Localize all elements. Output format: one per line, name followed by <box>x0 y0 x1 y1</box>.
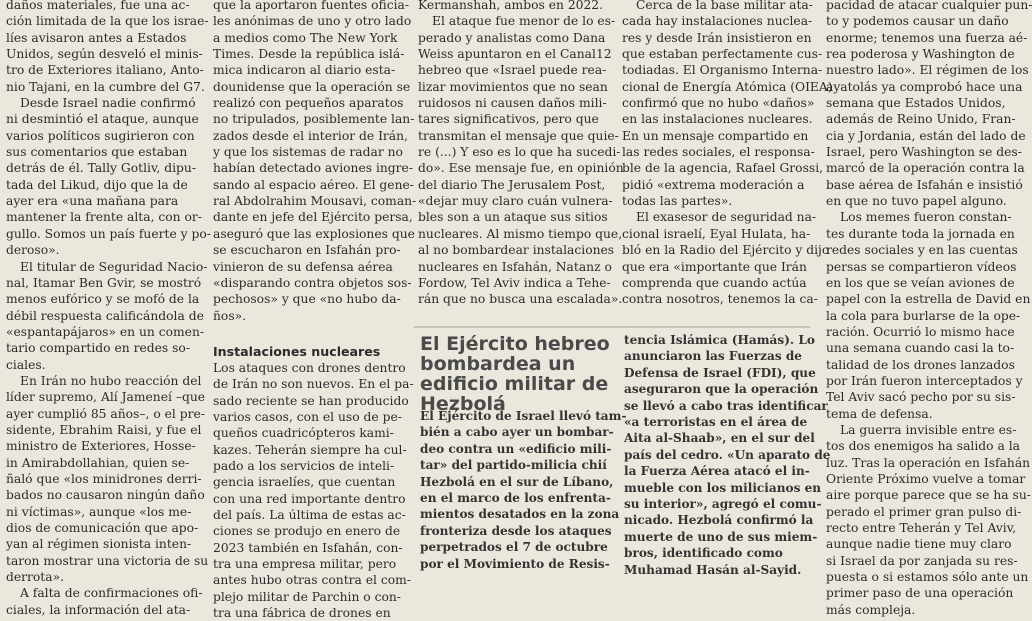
text-line: pado a los servicios de inteli- <box>213 458 395 473</box>
text-line: ciales, la información del ata- <box>6 602 191 617</box>
text-line: en las instalaciones nucleares. <box>622 112 813 127</box>
text-line: más compleja. <box>826 602 916 617</box>
text-line: yan al régimen sionista inten- <box>6 537 192 552</box>
text-line: bló en la Radio del Ejército y dijo <box>622 243 830 258</box>
text-line: ayatolás ya comprobó hace una <box>826 79 1023 94</box>
sidebar-column-left <box>420 408 627 572</box>
text-line: ni víctimas», aunque «los me- <box>6 504 192 519</box>
sidebar-text-line: país del cedro. «Un aparato de <box>624 447 831 462</box>
text-line: ministro de Exteriores, Hosse- <box>6 439 196 454</box>
sidebar-text-line: por el Movimiento de Resis- <box>420 556 610 571</box>
text-line: sidente, Ebrahim Raisi, y fue el <box>6 422 202 437</box>
text-line: les anónimas de uno y otro lado <box>213 14 412 29</box>
text-line: recto entre Teherán y Tel Aviv, <box>826 521 1017 535</box>
sidebar-headline: El Ejército hebreo bombardea un edificio militar de Hezbolá <box>420 333 610 415</box>
text-line: papel con la estrella de David en <box>826 292 1031 307</box>
text-line: queños cuadricópteros kami- <box>213 426 394 441</box>
sidebar-text-line: nicado. Hezbolá confirmó la <box>624 513 814 528</box>
sidebar-box <box>414 326 831 577</box>
sidebar-text-line: Aita al-Shaab», en el sur del <box>624 431 815 446</box>
text-line: que la aportaron fuentes oficia- <box>213 0 410 12</box>
text-line: que era «importante que Irán <box>622 259 807 274</box>
sidebar-text-line: mueble con los milicianos en <box>624 480 822 495</box>
text-line: a medios como The New York <box>213 30 398 45</box>
sidebar-text-line: su interior», agregó el comu- <box>624 497 822 512</box>
text-line: en los que se veían aviones de <box>826 275 1015 290</box>
text-line: res y desde Irán insistieron en <box>622 30 812 45</box>
text-line: «dejar muy claro cuán vulnera- <box>418 194 613 209</box>
text-line: tra una fábrica de drones en <box>213 606 391 621</box>
section-subhead: Instalaciones nucleares <box>213 343 381 359</box>
text-line: realizó con pequeños aparatos <box>213 96 404 111</box>
text-line: ruidosos ni causen daños mili- <box>418 96 607 111</box>
text-line: Times. Desde la república islá- <box>213 47 405 62</box>
text-line: hebreo que «Israel puede rea- <box>418 63 607 78</box>
text-line: Weiss apuntaron en el Canal12 <box>418 47 612 62</box>
text-line: vinieron de su defensa aérea <box>213 259 393 274</box>
text-line: ración. Ocurrió lo mismo hace <box>826 324 1015 339</box>
text-line: ción limitada de la que los israe- <box>6 14 209 29</box>
sidebar-text-line: bién a cabo ayer un bombar- <box>420 425 614 440</box>
text-line: tro de Exteriores italiano, Anto- <box>6 63 204 78</box>
text-line: perado y analistas como Dana <box>418 30 606 45</box>
text-line: menos eufórico y se mofó de la <box>6 292 200 307</box>
text-line: tares significativos, pero que <box>418 112 599 127</box>
sidebar-text-line: mientos desatados en la zona <box>420 507 620 522</box>
text-line: Unidos, según desveló el minis- <box>6 47 203 62</box>
text-line: sando al espacio aéreo. El gene- <box>213 177 414 192</box>
text-line: lizar movimientos que no sean <box>418 79 608 94</box>
sidebar-text-line: se llevó a cabo tras identificar <box>624 398 828 413</box>
text-line: Tel Aviv sacó pecho por su sis- <box>826 390 1016 405</box>
article-column-2 <box>213 0 417 621</box>
sidebar-text-line: en el marco de los enfrenta- <box>420 491 611 506</box>
sidebar-text-line: tencia Islámica (Hamás). Lo <box>624 333 815 347</box>
sidebar-text-line: aseguraron que la operación <box>624 382 819 397</box>
text-line: redes sociales y en las cuentas <box>826 243 1018 258</box>
text-line: transmitan el mensaje que quie- <box>418 128 619 143</box>
text-line: todiadas. El Organismo Interna- <box>622 63 823 78</box>
text-line: que estaban perfectamente cus- <box>622 47 823 62</box>
text-line: primer paso de una operación <box>826 586 1014 601</box>
column-2-text <box>213 0 417 324</box>
text-line: Cerca de la base militar ata- <box>636 0 813 12</box>
text-line: nal, Itamar Ben Gvir, se mostró <box>6 275 202 290</box>
text-line: enorme; tenemos una fuerza aé- <box>826 30 1028 45</box>
text-line: base aérea de Isfahán e insistió <box>826 177 1023 192</box>
text-line: líder supremo, Alí Jameneí –que <box>6 390 206 405</box>
text-line: ni desmintió el ataque, aunque <box>6 112 199 127</box>
text-line: confirmó que no hubo «daños» <box>622 96 815 111</box>
text-line: ble de la agencia, Rafael Grossi, <box>622 161 824 176</box>
text-line: y que los sistemas de radar no <box>213 145 403 160</box>
text-line: ayer era «una mañana para <box>6 194 179 209</box>
text-line: ñaló que «los minidrones derri- <box>6 471 202 486</box>
sidebar-text-line: deo contra un «edificio mili- <box>420 441 612 456</box>
text-line: Los ataques con drones dentro <box>213 360 406 375</box>
text-line: puesta o si estamos sólo ante un <box>826 570 1029 585</box>
text-line: cional israelí, Eyal Hulata, ha- <box>622 226 811 241</box>
article-column-4 <box>622 0 833 317</box>
text-line: Los memes fueron constan- <box>840 210 1012 225</box>
text-line: de Irán no son nuevos. En el pa- <box>213 377 414 392</box>
text-line: Kermanshah, ambos en 2022. <box>418 0 604 12</box>
text-line: con una red importante dentro <box>213 491 406 506</box>
sidebar-text-line: tar» del partido-milicia chií <box>420 458 607 473</box>
text-line: tario compartido en redes so- <box>6 341 190 356</box>
text-line: dante en jefe del Ejército persa, <box>213 210 413 225</box>
text-line: luz. Tras la operación en Isfahán <box>826 455 1031 470</box>
text-line: plejo militar de Parchin o con- <box>213 589 401 604</box>
text-line: derrota». <box>6 570 65 585</box>
text-line: re (...) Y eso es lo que ha sucedi- <box>418 145 621 160</box>
text-line: Oriente Próximo vuelve a tomar <box>826 471 1026 486</box>
text-line: del país. La última de estas ac- <box>213 507 406 522</box>
sidebar-text-line: Defensa de Israel (FDI), que <box>624 365 816 380</box>
text-line: ral Abdolrahim Mousavi, coman- <box>213 194 417 209</box>
text-line: En Irán no hubo reacción del <box>20 373 202 388</box>
text-line: en que no tuvo papel alguno. <box>826 194 1007 209</box>
text-line: El titular de Seguridad Nacio- <box>20 259 208 274</box>
sidebar-text-line: muerte de uno de sus miem- <box>624 529 818 544</box>
sidebar-text-line: Muhamad Hasán al-Sayid. <box>624 562 802 577</box>
text-line: además de Reino Unido, Fran- <box>826 112 1016 127</box>
text-line: persas se compartieron vídeos <box>826 259 1017 274</box>
text-line: cia y Jordania, están del lado de <box>826 128 1026 143</box>
text-line: del diario The Jerusalem Post, <box>418 177 606 192</box>
text-line: nuestro lado». El régimen de los <box>826 63 1029 78</box>
text-line: ciales. <box>6 357 46 372</box>
text-line: En un mensaje compartido en <box>622 128 809 143</box>
text-line: aseguró que las explosiones que <box>213 226 415 241</box>
column-2-continued-text <box>213 360 414 621</box>
text-line: una semana cuando casi la to- <box>826 341 1015 356</box>
text-line: gullo. Somos un país fuerte y po- <box>6 226 211 241</box>
sidebar-text-line: fronteriza desde los ataques <box>420 523 612 538</box>
text-line: detrás de él. Tally Gotliv, dipu- <box>6 161 196 176</box>
text-line: ños». <box>213 308 247 323</box>
text-line: varios casos, con el uso de pe- <box>213 409 402 424</box>
text-line: ciones se produjo en enero de <box>213 524 401 539</box>
sidebar-column-right <box>624 332 831 578</box>
sidebar-text-line: la Fuerza Aérea atacó el in- <box>624 464 810 479</box>
sidebar-text-line: anunciaron las Fuerzas de <box>624 349 803 364</box>
text-line: daños materiales, fue una ac- <box>6 0 190 12</box>
text-line: ayer cumplió 85 años–, o el pre- <box>6 406 205 421</box>
text-line: cada hay instalaciones nuclea- <box>622 14 813 29</box>
text-line: Fordow, Tel Aviv indica a Tehe- <box>418 275 611 290</box>
text-line: nio Tajani, en la cumbre del G7. <box>6 79 205 94</box>
text-line: rea poderosa y Washington de <box>826 47 1015 62</box>
text-line: semana que Estados Unidos, <box>826 96 1006 111</box>
text-line: dounidense que la operación se <box>213 79 411 94</box>
sidebar-text-line: «a terroristas en el área de <box>624 415 808 430</box>
text-line: contra nosotros, tenemos la ca- <box>622 292 818 307</box>
text-line: nucleares. Al mismo tiempo que, <box>418 226 623 241</box>
text-line: marcó de la operación contra la <box>826 161 1025 176</box>
text-line: cional de Energía Atómica (OIEA) <box>622 79 833 94</box>
text-line: Israel, pero Washington se des- <box>826 145 1022 160</box>
text-line: El ataque fue menor de lo es- <box>432 14 616 29</box>
text-line: tema de defensa. <box>826 406 933 421</box>
text-line: si Israel da por zanjada su res- <box>826 553 1018 568</box>
text-line: la cola para burlarse de la ope- <box>826 308 1021 323</box>
text-line: tos dos enemigos ha salido a la <box>826 439 1020 454</box>
text-line: mantener la frente alta, con or- <box>6 210 202 225</box>
text-line: varios políticos sugirieron con <box>6 128 195 143</box>
text-line: do». Ese mensaje fue, en opinión <box>418 161 624 176</box>
text-line: mica indicaron al diario esta- <box>213 63 396 78</box>
text-line: habían detectado aviones ingre- <box>213 161 413 176</box>
text-line: tes durante toda la jornada en <box>826 226 1015 241</box>
text-line: nucleares en Isfahán, Natanz o <box>418 259 612 274</box>
text-line: aunque nadie tiene muy claro <box>826 537 1012 552</box>
text-line: líes avisaron antes a Estados <box>6 30 187 45</box>
text-line: comprenda que cuando actúa <box>622 275 807 290</box>
text-line: al no bombardear instalaciones <box>418 243 615 258</box>
text-line: sus comentarios que estaban <box>6 145 188 160</box>
text-line: todas las partes». <box>622 194 733 209</box>
text-line: aire porque parece que se ha su- <box>826 488 1031 503</box>
text-line: zados desde el interior de Irán, <box>213 128 408 143</box>
text-line: A falta de confirmaciones ofi- <box>20 586 203 601</box>
text-line: bados no causaron ningún daño <box>6 488 205 503</box>
article-column-1 <box>6 0 211 617</box>
text-line: se escucharon en Isfahán pro- <box>213 243 401 258</box>
text-line: pacidad de atacar cualquier pun- <box>826 0 1032 12</box>
text-line: por Irán fueron interceptados y <box>826 373 1023 388</box>
text-line: deroso». <box>6 243 60 258</box>
text-line: taron mostrar una victoria de su <box>6 553 209 568</box>
text-line: débil respuesta calificándola de <box>6 308 204 323</box>
text-line: bles son a un ataque sus sitios <box>418 210 608 225</box>
text-line: gencia israelíes, que cuentan <box>213 475 396 490</box>
text-line: perado el primer gran pulso di- <box>826 504 1022 519</box>
sidebar-text-line: Hezbolá en el sur de Líbano, <box>420 474 614 489</box>
text-line: La guerra invisible entre es- <box>840 422 1017 437</box>
text-line: rán que no busca una escalada». <box>418 292 623 307</box>
text-line: El exasesor de seguridad na- <box>636 210 817 225</box>
text-line: Desde Israel nadie confirmó <box>20 96 196 111</box>
text-line: to y podemos causar un daño <box>826 14 1009 29</box>
sidebar-text-line: perpetrados el 7 de octubre <box>420 540 608 555</box>
text-line: «espantapájaros» en un comen- <box>6 324 205 339</box>
text-line: pechosos» y que «no hubo da- <box>213 292 401 307</box>
text-line: las redes sociales, el responsa- <box>622 145 815 160</box>
article-column-3 <box>418 0 624 317</box>
sidebar-text-line: bros, identificado como <box>624 546 783 561</box>
text-line: in Amirabdollahian, quien se- <box>6 455 190 470</box>
text-line: dios de comunicación que apo- <box>6 521 199 535</box>
text-line: no tripulados, posiblemente lan- <box>213 112 415 127</box>
text-line: sado reciente se han producido <box>213 393 409 408</box>
text-line: talidad de los drones lanzados <box>826 357 1015 372</box>
article-column-5 <box>826 0 1032 617</box>
text-line: tada del Likud, dijo que la de <box>6 177 188 192</box>
text-line: tra una empresa militar, pero <box>213 557 397 571</box>
text-line: «disparando contra objetos sos- <box>213 275 412 290</box>
text-line: antes hubo otras contra el com- <box>213 573 411 588</box>
text-line: 2023 también en Isfahán, con- <box>213 540 403 555</box>
text-line: kazes. Teherán siempre ha cul- <box>213 442 407 457</box>
sidebar-text-line: El Ejército de Israel llevó tam- <box>420 409 627 423</box>
text-line: pidió «extrema moderación a <box>622 177 805 192</box>
